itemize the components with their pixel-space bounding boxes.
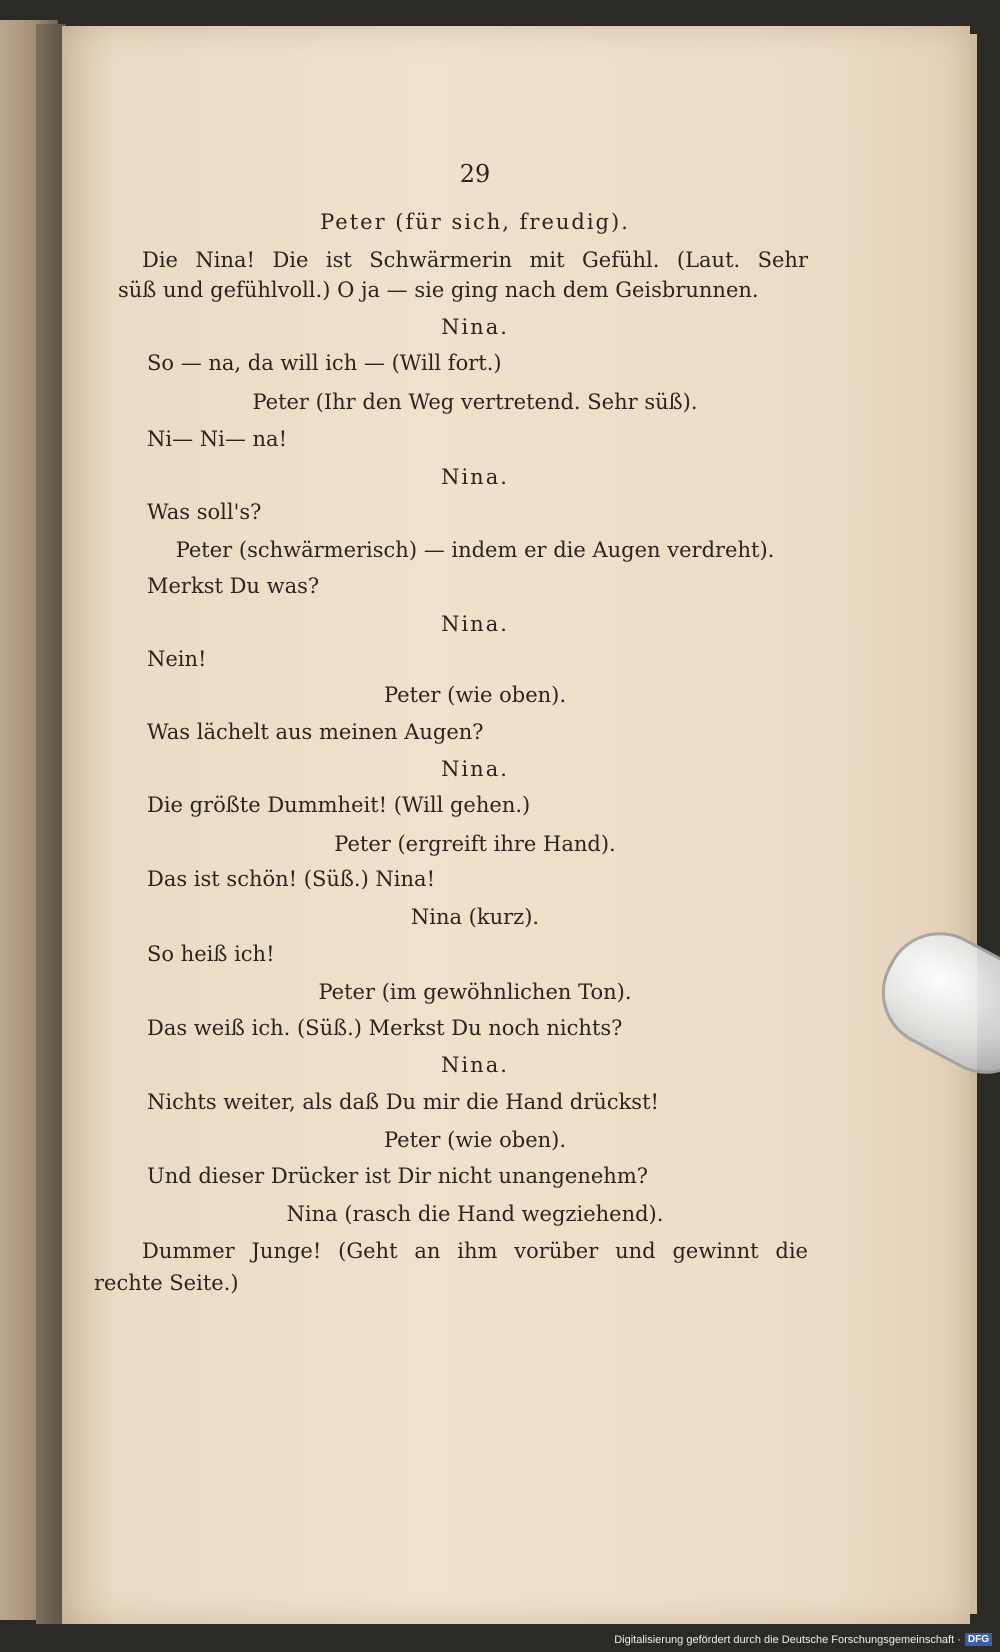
speaker-line: Peter (für sich, freudig). xyxy=(320,210,630,234)
text-line: So heiß ich! xyxy=(147,942,275,966)
digitization-credit xyxy=(614,1633,992,1646)
speaker-line: Peter (im gewöhnlichen Ton). xyxy=(318,980,632,1004)
text-line: Ni— Ni— na! xyxy=(147,427,288,451)
speaker-line: Nina. xyxy=(441,757,509,781)
speaker-line: Nina (kurz). xyxy=(410,905,540,929)
text-line: Das ist schön! (Süß.) Nina! xyxy=(147,867,436,891)
speaker-line: Peter (schwärmerisch) — indem er die Augen verdreht). xyxy=(175,538,775,562)
text-line: Das weiß ich. (Süß.) Merkst Du noch nichts? xyxy=(147,1016,623,1040)
speaker-line: Nina (rasch die Hand wegziehend). xyxy=(286,1202,664,1226)
text-line: Nein! xyxy=(147,647,207,671)
speaker-line: Peter (Ihr den Weg vertretend. Sehr süß). xyxy=(252,390,698,414)
text-line: Nichts weiter, als daß Du mir die Hand drückst! xyxy=(147,1090,659,1114)
text-line: Merkst Du was? xyxy=(147,574,320,598)
speaker-line: Peter (ergreift ihre Hand). xyxy=(334,832,616,856)
speaker-line: Nina. xyxy=(441,465,509,489)
dfg-logo: DFG xyxy=(965,1633,992,1646)
text-line: Die größte Dummheit! (Will gehen.) xyxy=(147,793,531,817)
speaker-line: Peter (wie oben). xyxy=(383,1128,567,1152)
speaker-line: Nina. xyxy=(441,1053,509,1077)
text-line: Was lächelt aus meinen Augen? xyxy=(147,720,484,744)
text-line: Dummer Junge! (Geht an ihm vorüber und gewinnt die xyxy=(142,1239,808,1263)
text-line: So — na, da will ich — (Will fort.) xyxy=(147,351,502,375)
text-line: Und dieser Drücker ist Dir nicht unangenehm? xyxy=(147,1164,649,1188)
speaker-line: Nina. xyxy=(441,315,509,339)
credit-text: Digitalisierung gefördert durch die Deutsche Forschungsgemeinschaft · xyxy=(614,1633,961,1646)
text-line: süß und gefühlvoll.) O ja — sie ging nach dem Geisbrunnen. xyxy=(118,278,759,302)
speaker-line: Peter (wie oben). xyxy=(383,683,567,707)
text-line: Was soll's? xyxy=(147,500,262,524)
page-number: 29 xyxy=(459,160,491,188)
text-line: rechte Seite.) xyxy=(94,1271,239,1295)
speaker-line: Nina. xyxy=(441,612,509,636)
text-line: Die Nina! Die ist Schwärmerin mit Gefühl. (Laut. Sehr xyxy=(142,248,808,272)
